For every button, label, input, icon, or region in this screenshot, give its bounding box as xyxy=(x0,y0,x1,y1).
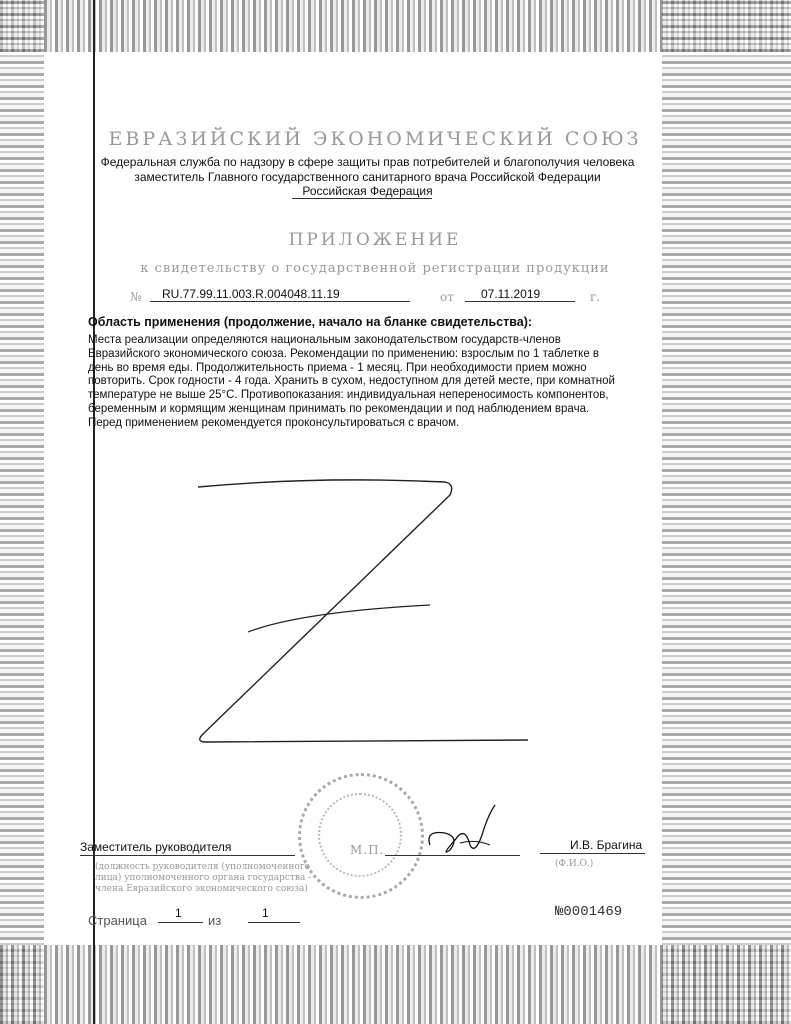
position-underline xyxy=(80,855,295,856)
registration-number: RU.77.99.11.003.R.004048.11.19 xyxy=(162,287,340,301)
signatory-name: И.В. Брагина xyxy=(570,838,643,852)
appendix-subtitle: к свидетельству о государственной регистрации продукции xyxy=(140,261,610,276)
date-label: от xyxy=(440,290,454,304)
name-underline xyxy=(540,853,645,854)
position-caption: (должность руководителя (уполномоченного лица) уполномоченного органа государства - члена Евразийского экономического союза) xyxy=(95,862,312,894)
scope-line: день во время еды. Продолжительность приема - 1 месяц. При необходимости прием можно xyxy=(88,362,587,374)
agency-line-1: Федеральная служба по надзору в сфере защиты прав потребителей и благополучия человека xyxy=(100,155,635,169)
appendix-title: ПРИЛОЖЕНИЕ xyxy=(288,230,462,250)
number-label: № xyxy=(130,290,142,304)
scope-line: Места реализации определяются национальным законодательством государств-членов xyxy=(88,334,561,346)
scope-line: повторить. Срок годности - 4 года. Хранить в сухом, недоступном для детей месте, при комнатной xyxy=(88,375,615,387)
name-caption: (Ф.И.О.) xyxy=(555,859,594,869)
page-total-underline xyxy=(248,922,300,923)
scope-heading: Область применения (продолжение, начало на бланке свидетельства): xyxy=(88,315,533,329)
scope-line: Перед применением рекомендуется проконсультироваться с врачом. xyxy=(88,417,460,429)
page-number-underline xyxy=(158,922,203,923)
agency-line-3: Российская Федерация xyxy=(302,184,433,198)
registration-date: 07.11.2019 xyxy=(481,287,541,301)
year-suffix: г. xyxy=(590,290,601,304)
scope-line: температуре не выше 25°С. Противопоказания: индивидуальная непереносимость компонентов, xyxy=(88,389,609,401)
page-number: 1 xyxy=(175,906,182,920)
agency-line-2: заместитель Главного государственного санитарного врача Российской Федерации xyxy=(134,170,601,184)
mp-label: М.П. xyxy=(350,843,385,857)
signature-underline xyxy=(385,855,520,856)
page-label: Страница xyxy=(88,913,147,928)
of-label: из xyxy=(208,913,222,928)
page-total: 1 xyxy=(262,906,269,920)
scope-line: Евразийского экономического союза. Рекомендации по применению: взрослым по 1 таблетке в xyxy=(88,348,600,360)
serial-number: №0001469 xyxy=(555,904,623,920)
union-title: ЕВРАЗИЙСКИЙ ЭКОНОМИЧЕСКИЙ СОЮЗ xyxy=(108,128,642,150)
scope-line: беременным и кормящим женщинам принимать по рекомендации и под наблюдением врача. xyxy=(88,403,590,415)
signatory-position: Заместитель руководителя xyxy=(80,840,232,854)
